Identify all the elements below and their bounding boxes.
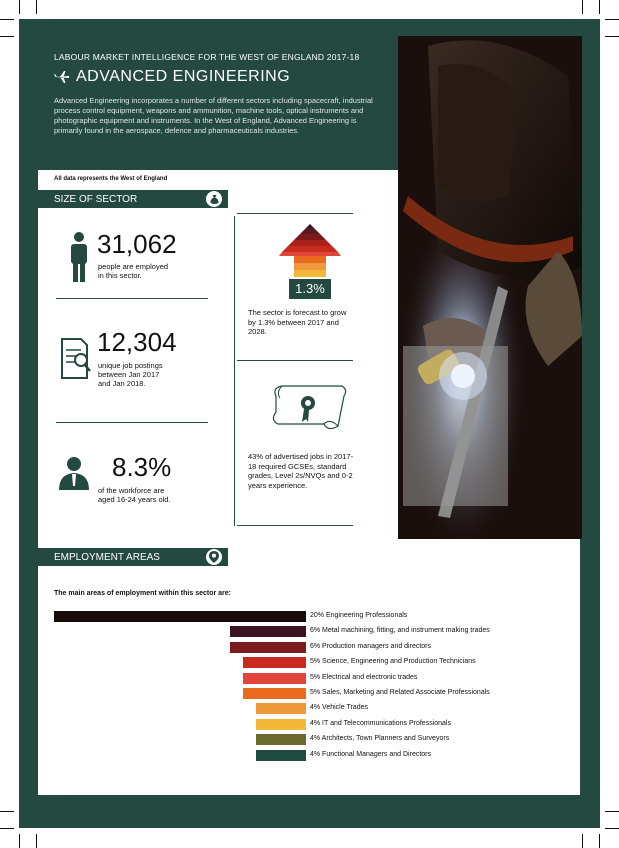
qualifications-text-line: 43% of advertised jobs in 2017- (248, 452, 354, 461)
kicker: LABOUR MARKET INTELLIGENCE FOR THE WEST OF ENGLAND 2017-18 (54, 52, 360, 62)
young-worker-icon (57, 456, 91, 490)
qualifications-text-line: 18 required GCSEs, standard (248, 461, 347, 471)
employed-number: 31,062 (97, 229, 177, 259)
employment-bar-label: 4% Vehicle Trades (310, 704, 368, 712)
employment-bar-label: 6% Production managers and directors (310, 642, 432, 650)
employment-bar (230, 642, 306, 653)
crop-mark (582, 0, 583, 14)
employed-text-line: in this sector. (98, 271, 142, 280)
data-note: All data represents the West of England (54, 176, 168, 182)
crop-mark (19, 834, 20, 848)
employment-bar (256, 734, 306, 745)
youth-text-line: aged 16-24 years old. (98, 495, 171, 504)
employment-section-title: EMPLOYMENT AREAS (54, 551, 160, 563)
crop-mark (36, 0, 37, 14)
employment-bar (256, 703, 306, 714)
employment-bar (256, 750, 306, 761)
employment-bar (54, 611, 306, 622)
growth-text-line: by 1.3% between 2017 and (248, 317, 339, 327)
employment-bar-label: 6% Metal machining, fitting, and instrument making trades (310, 627, 490, 635)
employment-section-bar (38, 548, 228, 566)
postings-text-line: and Jan 2018. (98, 379, 146, 388)
employment-bar (243, 657, 306, 668)
page-title: ADVANCED ENGINEERING (76, 68, 291, 85)
crop-mark (0, 811, 14, 812)
employment-bar-label: 20% Engineering Professionals (310, 612, 408, 619)
intro-text: Advanced Engineering incorporates a number of different sectors including spacecraft, industrial process control equipment, weapons and ammunition, machine tools, optical instruments and photographic equipment and instruments. In the West of England, Advanced Engineering is primarily found in the aerospace, defence and pharmaceuticals industries. (54, 96, 373, 135)
header (54, 52, 394, 136)
qualifications-text-line: years experience. (248, 480, 308, 490)
growth-text (248, 308, 346, 337)
size-section-bar (38, 190, 228, 208)
employed-text-line: people are employed (98, 262, 169, 271)
row-divider (237, 213, 353, 214)
growth-text-line: 2028. (248, 327, 267, 336)
crop-mark (605, 828, 619, 829)
crop-mark (605, 19, 619, 20)
airplane-icon (54, 71, 70, 83)
postings-text-line: between Jan 2017 (98, 370, 160, 379)
size-section-title: SIZE OF SECTOR (54, 193, 138, 205)
employment-bar-label: 4% Functional Managers and Directors (310, 750, 432, 758)
crop-mark (605, 36, 619, 37)
employment-bar-label: 4% Architects, Town Planners and Surveyors (310, 735, 450, 743)
employment-bar (230, 626, 306, 637)
row-divider (56, 298, 208, 299)
crop-mark (582, 834, 583, 848)
youth-text-line: of the workforce are (98, 486, 165, 495)
employment-bar-label: 5% Science, Engineering and Production Technicians (310, 658, 476, 666)
crop-mark (599, 0, 600, 14)
row-divider (237, 360, 353, 361)
crop-mark (599, 834, 600, 848)
money-bag-icon (206, 191, 222, 207)
growth-text-line: The sector is forecast to grow (248, 308, 347, 317)
crop-mark (0, 828, 14, 829)
crop-mark (605, 811, 619, 812)
crop-mark (0, 19, 14, 20)
document-search-icon (59, 338, 91, 380)
crop-mark (36, 834, 37, 848)
employment-bar-label: 4% IT and Telecommunications Professionals (310, 719, 451, 727)
certificate-icon (268, 382, 350, 434)
person-icon (68, 232, 90, 282)
employment-bar-label: 5% Sales, Marketing and Related Associate Professionals (310, 689, 490, 696)
postings-text (98, 361, 163, 388)
employed-text (98, 262, 168, 280)
youth-number: 8.3% (112, 452, 172, 482)
welding-photo (398, 36, 582, 539)
row-divider (56, 422, 208, 423)
location-pin-icon (206, 549, 222, 565)
employment-bar (243, 688, 306, 699)
employment-bar (256, 719, 306, 730)
crop-mark (19, 0, 20, 14)
youth-text (98, 486, 171, 504)
qualifications-text (248, 452, 353, 490)
employment-bar-label: 5% Electrical and electronic trades (310, 673, 418, 681)
employment-intro: The main areas of employment within this sector are: (54, 590, 231, 597)
column-divider (234, 216, 235, 526)
postings-number: 12,304 (97, 327, 177, 357)
qualifications-text-line: grades, Level 2s/NVQs and 0-2 (248, 471, 353, 480)
growth-badge: 1.3% (295, 281, 325, 296)
title-row (54, 68, 394, 86)
row-divider (237, 525, 353, 526)
employment-bar (243, 673, 306, 684)
crop-mark (0, 36, 14, 37)
postings-text-line: unique job postings (98, 361, 163, 370)
